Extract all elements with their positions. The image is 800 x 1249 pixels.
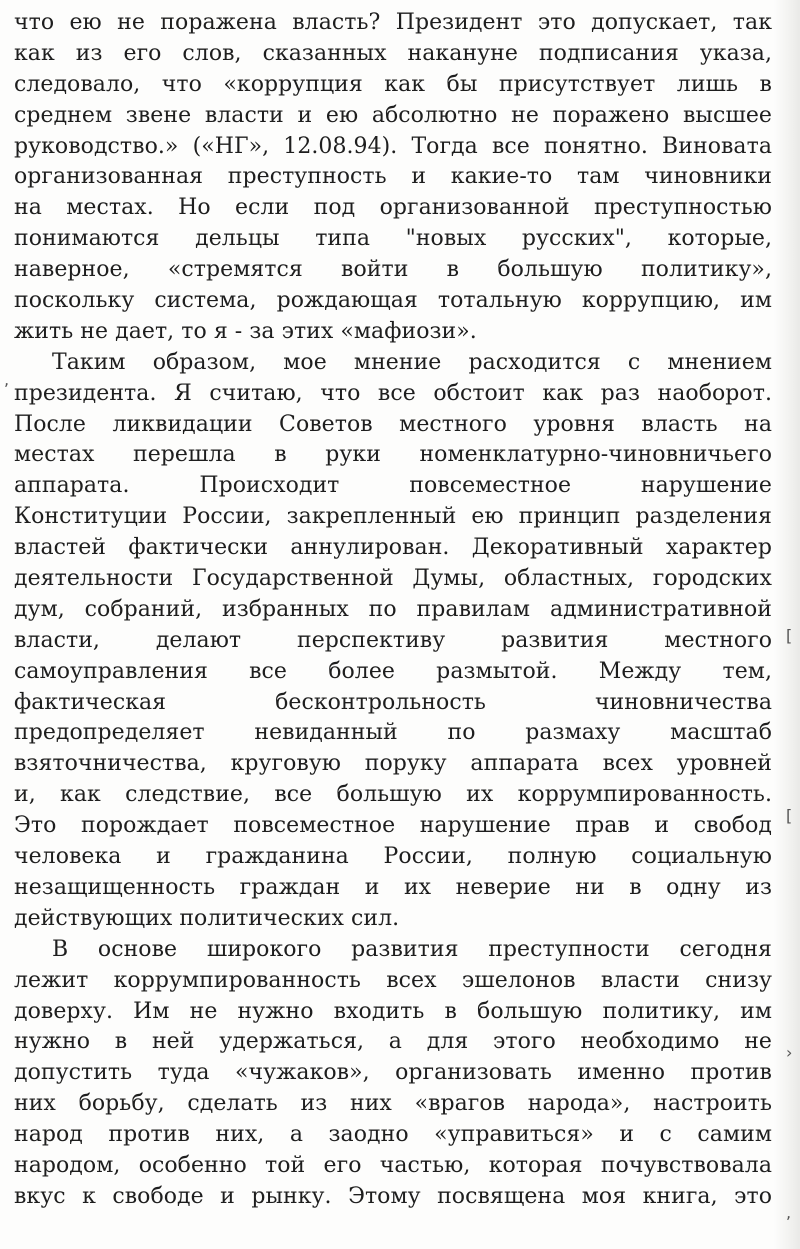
text-line: местах перешла в руки номенклатурно-чиновничьего — [14, 442, 772, 468]
document-body — [14, 8, 772, 1213]
text-line: Таким образом, мое мнение расходится с мнением — [52, 349, 772, 375]
text-line: аппарата. Происходит повсеместное нарушение — [14, 473, 772, 499]
text-line: допустить туда «чужаков», организовать именно против — [14, 1060, 772, 1086]
scan-mark-right-1: [ — [786, 626, 793, 645]
scan-mark-right-3: › — [786, 1043, 793, 1062]
scan-mark-left: , — [4, 370, 10, 389]
text-line: что ею не поражена власть? Президент это допускает, так — [14, 10, 772, 35]
text-line: предопределяет невиданный по размаху масштаб — [14, 720, 772, 746]
text-line: Это порождает повсеместное нарушение прав и свобод — [14, 813, 772, 839]
text-line: дум, собраний, избранных по правилам административной — [14, 596, 772, 622]
text-line: вкус к свободе и рынку. Этому посвящена моя книга, это — [14, 1183, 772, 1209]
text-line: на местах. Но если под организованной преступностью — [14, 195, 772, 221]
text-line: нужно в ней удержаться, а для этого необходимо не — [14, 1029, 772, 1055]
text-line: После ликвидации Советов местного уровня власть на — [14, 411, 772, 437]
text-line: среднем звене власти и ею абсолютно не поражено высшее — [14, 102, 772, 128]
paragraph — [14, 935, 772, 1213]
text-line: доверху. Им не нужно входить в большую политику, им — [14, 998, 772, 1024]
text-line: народом, особенно той его частью, которая почувствовала — [14, 1152, 772, 1178]
text-line: руководство.» («НГ», 12.08.94). Тогда все понятно. Виновата — [14, 133, 772, 159]
text-line: властей фактически аннулирован. Декоративный характер — [14, 535, 772, 561]
text-line: наверное, «стремятся войти в большую политику», — [14, 257, 772, 283]
text-line: следовало, что «коррупция как бы присутствует лишь в — [14, 71, 772, 97]
text-line: Конституции России, закрепленный ею принцип разделения — [14, 504, 772, 530]
text-line: взяточничества, круговую поруку аппарата всех уровней — [14, 751, 772, 777]
scan-mark-right-2: [ — [786, 806, 793, 825]
paragraph — [14, 8, 772, 348]
text-line: жить не дает, то я - за этих «мафиози». — [14, 318, 477, 344]
text-line: деятельности Государственной Думы, областных, городских — [14, 566, 772, 592]
text-line: президента. Я считаю, что все обстоит как раз наоборот. — [14, 380, 772, 406]
text-line: действующих политических сил. — [14, 905, 400, 931]
text-line: человека и гражданина России, полную социальную — [14, 844, 772, 870]
text-line: власти, делают перспективу развития местного — [14, 627, 772, 653]
paragraph — [14, 348, 772, 935]
text-line: самоуправления все более размытой. Между тем, — [14, 658, 772, 684]
text-line: незащищенность граждан и их неверие ни в одну из — [14, 874, 772, 900]
scan-mark-right-4: , — [786, 1203, 792, 1222]
text-line: поскольку система, рождающая тотальную коррупцию, им — [14, 288, 772, 314]
text-line: В основе широкого развития преступности сегодня — [52, 936, 772, 962]
text-line: понимаются дельцы типа "новых русских", которые, — [14, 226, 772, 252]
text-line: них борьбу, сделать из них «врагов народа», настроить — [14, 1091, 772, 1117]
text-line: фактическая бесконтрольность чиновничества — [14, 689, 772, 715]
text-line: как из его слов, сказанных накануне подписания указа, — [14, 40, 772, 66]
text-line: и, как следствие, все большую их коррумпированность. — [14, 782, 772, 808]
text-line: лежит коррумпированность всех эшелонов власти снизу — [14, 967, 772, 993]
text-line: организованная преступность и какие-то там чиновники — [14, 164, 772, 190]
text-line: народ против них, а заодно «управиться» и с самим — [14, 1122, 772, 1148]
